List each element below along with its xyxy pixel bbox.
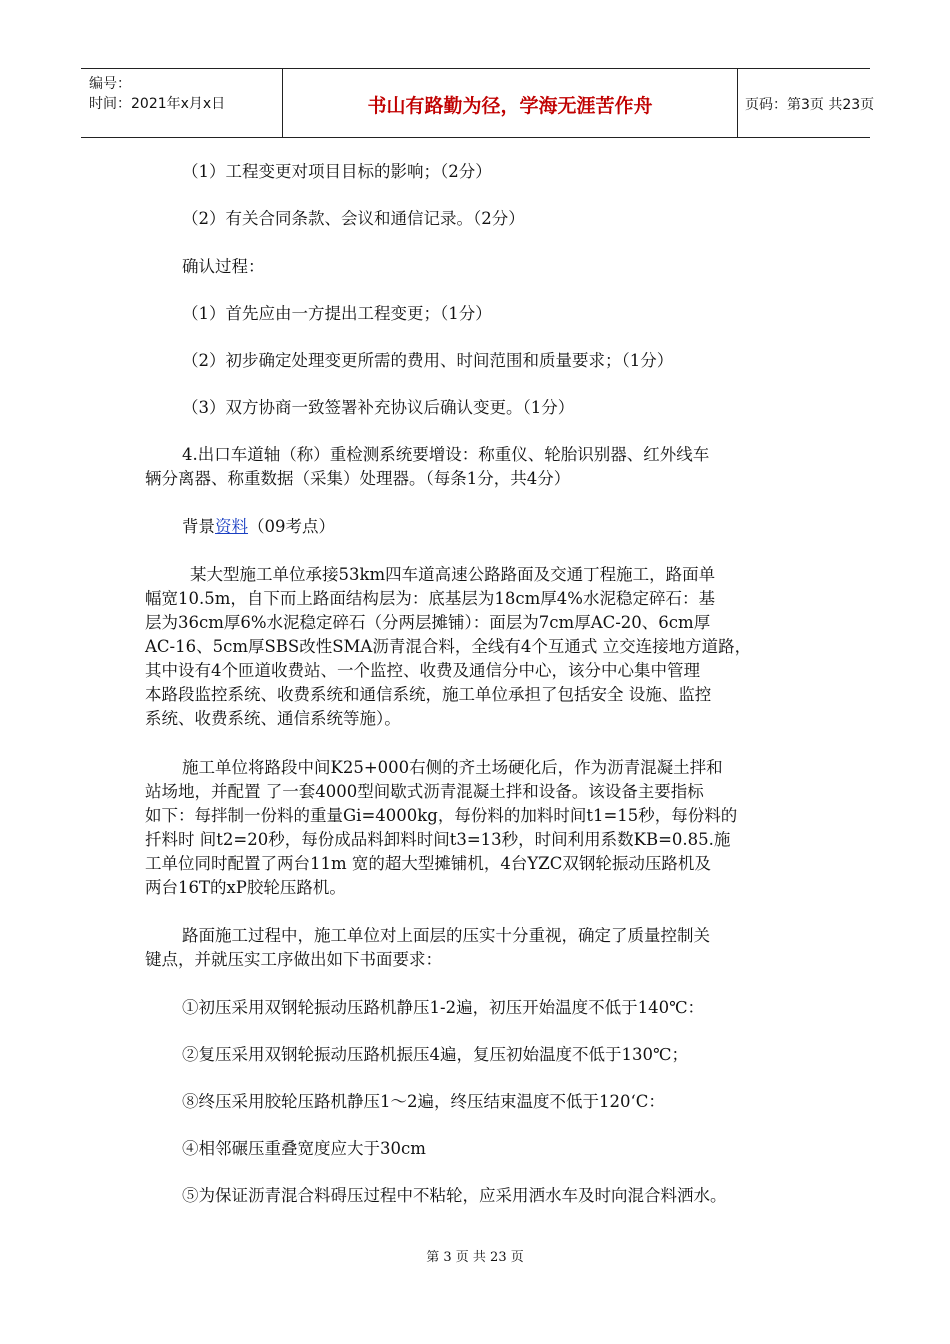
paragraph-line: 本路段监控系统、收费系统和通信系统，施工单位承担了包括安全 设施、监控	[145, 685, 712, 704]
paragraph-line: 如下：每拌制一份料的重量Gi=4000kg，每份料的加料时间t1=15秒，每份料的	[145, 806, 738, 825]
requirement-item: ⑤为保证沥青混合料碍压过程中不粘轮，应采用洒水车及时向混合料洒水。	[182, 1186, 727, 1205]
paragraph-line: （1）工程变更对项目目标的影响；（2分）	[182, 162, 492, 181]
paragraph-line: （1）首先应由一方提出工程变更；（1分）	[182, 304, 492, 323]
heading-text: 背景	[182, 517, 215, 536]
heading-note: （09考点）	[248, 517, 335, 536]
paragraph-line: （2）有关合同条款、会议和通信记录。（2分）	[182, 209, 525, 228]
header-motto-cell	[282, 69, 738, 137]
document-number-label: 编号：	[89, 76, 131, 92]
paragraph-line: 幅宽10.5m，自下而上路面结构层为：底基层为18cm厚4%水泥稳定碎石：基	[145, 589, 715, 608]
header-page-cell	[737, 69, 875, 137]
paragraph-line: 其中设有4个匝道收费站、一个监控、收费及通信分中心，该分中心集中管理	[145, 661, 700, 680]
requirement-item: ⑧终压采用胶轮压路机静压1～2遍，终压结束温度不低于120‘C：	[182, 1092, 665, 1111]
requirement-item: ①初压采用双钢轮振动压路机静压1-2遍，初压开始温度不低于140℃：	[182, 998, 705, 1017]
requirement-item: ②复压采用双钢轮振动压路机振压4遍，复压初始温度不低于130℃；	[182, 1045, 688, 1064]
paragraph-line: 路面施工过程中，施工单位对上面层的压实十分重视，确定了质量控制关	[182, 926, 710, 945]
header-page-info: 页码：第3页 共23页	[745, 97, 875, 113]
paragraph-line: （3）双方协商一致签署补充协议后确认变更。（1分）	[182, 398, 575, 417]
background-heading	[182, 515, 335, 539]
paragraph-line: 层为36cm厚6%水泥稳定碎石（分两层摊铺）：面层为7cm厚AC-20、6cm厚	[145, 613, 711, 632]
page-footer: 第 3 页 共 23 页	[426, 1250, 524, 1265]
document-date-label: 时间：2021年x月x日	[89, 96, 226, 112]
header-meta-cell	[81, 69, 282, 137]
paragraph-line: 某大型施工单位承接53km四车道高速公路路面及交通丁程施工，路面单	[190, 565, 716, 584]
paragraph-line: （2）初步确定处理变更所需的费用、时间范围和质量要求；（1分）	[182, 351, 674, 370]
material-link[interactable]: 资料	[215, 517, 248, 536]
paragraph-line: 工单位同时配置了两台11m 宽的超大型摊铺机，4台YZC双钢轮振动压路机及	[145, 854, 711, 873]
paragraph-line: 扦料时 间t2=20秒，每份成品料卸料时间t3=13秒，时间利用系数KB=0.85.施	[145, 830, 731, 849]
paragraph-line: 施工单位将路段中间K25+000右侧的齐土场硬化后，作为沥青混凝土拌和	[182, 758, 723, 777]
paragraph-line: 键点，并就压实工序做出如下书面要求：	[145, 950, 442, 969]
paragraph-line: 辆分离器、称重数据（采集）处理器。（每条1分，共4分）	[145, 469, 571, 488]
paragraph-line: 4.出口车道轴（称）重检测系统要增设：称重仪、轮胎识别器、红外线车	[182, 445, 710, 464]
paragraph-line: 两台16T的xP胶轮压路机。	[145, 878, 346, 897]
paragraph-line: 确认过程：	[182, 257, 265, 276]
paragraph-line: 系统、收费系统、通信系统等施）。	[145, 709, 401, 728]
paragraph-line: AC-16、5cm厚SBS改性SMA沥青混合料，全线有4个互通式 立交连接地方道路，	[145, 637, 752, 656]
page-header	[81, 68, 875, 138]
header-motto: 书山有路勤为径，学海无涯苦作舟	[367, 95, 653, 117]
paragraph-line: 站场地，并配置 了一套4000型间歇式沥青混凝土拌和设备。该设备主要指标	[145, 782, 704, 801]
requirement-item: ④相邻碾压重叠宽度应大于30cm	[182, 1139, 426, 1158]
